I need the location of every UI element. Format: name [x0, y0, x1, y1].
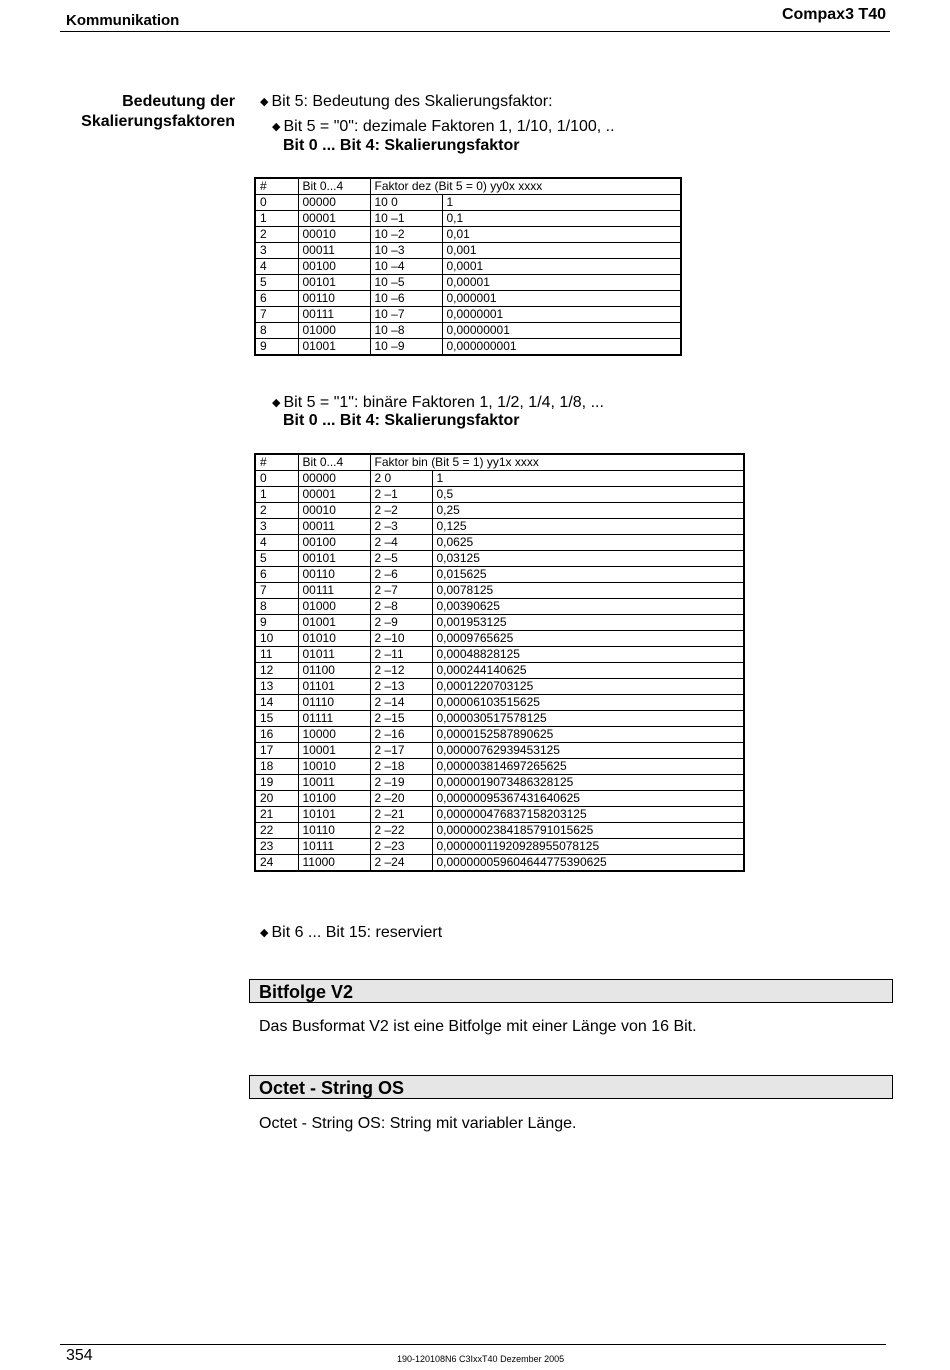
- table-row: [255, 839, 744, 855]
- dec-subline: Bit 0 ... Bit 4: Skalierungsfaktor: [283, 137, 520, 154]
- table-cell: 23: [255, 839, 298, 855]
- table-cell: 10111: [298, 839, 370, 855]
- table-cell: 2 –6: [370, 567, 432, 583]
- diamond-bullet-icon: ◆: [272, 121, 281, 133]
- table-cell: 01100: [298, 663, 370, 679]
- table-cell: 2 –10: [370, 631, 432, 647]
- table-cell: 0,000030517578125: [432, 711, 744, 727]
- table-cell: 1: [255, 211, 298, 227]
- table-cell: 2 –4: [370, 535, 432, 551]
- table-cell: 2 –16: [370, 727, 432, 743]
- section-os-heading: Octet - String OS: [249, 1075, 893, 1099]
- table-cell: 10 0: [370, 195, 442, 211]
- table-cell: 8: [255, 599, 298, 615]
- table-cell: 10: [255, 631, 298, 647]
- table-cell: 10110: [298, 823, 370, 839]
- table-row: [255, 679, 744, 695]
- table-row: [255, 791, 744, 807]
- table-row: [255, 551, 744, 567]
- table-cell: 0,000001: [442, 291, 681, 307]
- table-cell: 2 –1: [370, 487, 432, 503]
- bullet-bit6-text: Bit 6 ... Bit 15: reserviert: [271, 924, 443, 941]
- table-cell: 19: [255, 775, 298, 791]
- table-cell: 01010: [298, 631, 370, 647]
- table-cell: 2 –12: [370, 663, 432, 679]
- table-cell: 10 –1: [370, 211, 442, 227]
- bullet-bit6: [260, 924, 442, 942]
- table-cell: 1: [255, 487, 298, 503]
- table-cell: 0,00000011920928955078125: [432, 839, 744, 855]
- table-cell: 00110: [298, 291, 370, 307]
- section-v2-text: Das Busformat V2 ist eine Bitfolge mit einer Länge von 16 Bit.: [259, 1018, 697, 1035]
- table-cell: 2: [255, 227, 298, 243]
- table-cell: 0: [255, 471, 298, 487]
- header-left: Kommunikation: [66, 12, 180, 29]
- table-cell: 00111: [298, 583, 370, 599]
- table-cell: 6: [255, 567, 298, 583]
- header-rule: [60, 31, 890, 32]
- table-cell: 2 –18: [370, 759, 432, 775]
- table-row: [255, 823, 744, 839]
- table-cell: 01111: [298, 711, 370, 727]
- table-cell: 10010: [298, 759, 370, 775]
- table-cell: 10011: [298, 775, 370, 791]
- diamond-bullet-icon: ◆: [260, 927, 269, 939]
- table-cell: 10101: [298, 807, 370, 823]
- table-cell: 8: [255, 323, 298, 339]
- table-cell: 00010: [298, 227, 370, 243]
- table-cell: 1: [432, 471, 744, 487]
- table-cell: 01001: [298, 615, 370, 631]
- footer-doc-id: 190-120108N6 C3IxxT40 Dezember 2005: [397, 1354, 565, 1364]
- table-row: [255, 243, 681, 259]
- table-cell: 00001: [298, 211, 370, 227]
- table-row: [255, 275, 681, 291]
- table-row: [255, 259, 681, 275]
- table-cell: 9: [255, 615, 298, 631]
- table-cell: 2 –14: [370, 695, 432, 711]
- section-os-text: Octet - String OS: String mit variabler Länge.: [259, 1115, 577, 1132]
- bullet-bin-text: Bit 5 = "1": binäre Faktoren 1, 1/2, 1/4, 1/8, ...: [283, 394, 604, 411]
- table-cell: 1: [442, 195, 681, 211]
- table-row: [255, 567, 744, 583]
- side-label-line2: Skalierungsfaktoren: [81, 113, 235, 130]
- table-row: [255, 323, 681, 339]
- table-cell: 2 –19: [370, 775, 432, 791]
- table-cell: 00111: [298, 307, 370, 323]
- table-cell: 20: [255, 791, 298, 807]
- table-row: [255, 471, 744, 487]
- table-cell: 0,00001: [442, 275, 681, 291]
- table-row: [255, 663, 744, 679]
- table-row: [255, 615, 744, 631]
- table-cell: 00000: [298, 471, 370, 487]
- table-cell: 10 –5: [370, 275, 442, 291]
- table-cell: 9: [255, 339, 298, 356]
- table-row: [255, 487, 744, 503]
- table-cell: 0,1: [442, 211, 681, 227]
- table-cell: 15: [255, 711, 298, 727]
- table-cell: 11: [255, 647, 298, 663]
- table-cell: 2 –15: [370, 711, 432, 727]
- header-right: Compax3 T40: [781, 6, 886, 23]
- table-cell: 0,03125: [432, 551, 744, 567]
- table-cell: 17: [255, 743, 298, 759]
- table-cell: 0: [255, 195, 298, 211]
- table-header-row: [255, 178, 681, 195]
- table-header-cell: Faktor bin (Bit 5 = 1) yy1x xxxx: [370, 454, 744, 471]
- diamond-bullet-icon: ◆: [272, 397, 281, 409]
- section-v2-heading: Bitfolge V2: [249, 979, 893, 1003]
- table-cell: 10001: [298, 743, 370, 759]
- table-cell: 00101: [298, 551, 370, 567]
- table-cell: 2 –7: [370, 583, 432, 599]
- table-cell: 0,00000001: [442, 323, 681, 339]
- table-cell: 11000: [298, 855, 370, 872]
- table-cell: 13: [255, 679, 298, 695]
- table-cell: 00001: [298, 487, 370, 503]
- table-cell: 01101: [298, 679, 370, 695]
- table-header-cell: #: [255, 178, 298, 195]
- table-row: [255, 631, 744, 647]
- table-cell: 0,00006103515625: [432, 695, 744, 711]
- table-header-cell: #: [255, 454, 298, 471]
- table-row: [255, 743, 744, 759]
- table-cell: 2: [255, 503, 298, 519]
- table-cell: 21: [255, 807, 298, 823]
- table-row: [255, 535, 744, 551]
- table-cell: 0,000000001: [442, 339, 681, 356]
- bin-subline: Bit 0 ... Bit 4: Skalierungsfaktor: [283, 412, 520, 429]
- table-cell: 00000: [298, 195, 370, 211]
- table-cell: 2 –2: [370, 503, 432, 519]
- table-cell: 00011: [298, 519, 370, 535]
- table-row: [255, 227, 681, 243]
- table-cell: 0,00000762939453125: [432, 743, 744, 759]
- table-cell: 12: [255, 663, 298, 679]
- table-row: [255, 195, 681, 211]
- decimal-factor-table: [254, 177, 682, 356]
- table-cell: 22: [255, 823, 298, 839]
- bullet-bin: [272, 394, 604, 412]
- table-cell: 10 –4: [370, 259, 442, 275]
- table-cell: 4: [255, 535, 298, 551]
- table-row: [255, 519, 744, 535]
- table-cell: 10 –3: [370, 243, 442, 259]
- table-cell: 10 –8: [370, 323, 442, 339]
- table-row: [255, 807, 744, 823]
- diamond-bullet-icon: ◆: [260, 96, 269, 108]
- table-cell: 2 –22: [370, 823, 432, 839]
- table-cell: 10000: [298, 727, 370, 743]
- table-cell: 0,0078125: [432, 583, 744, 599]
- table-row: [255, 599, 744, 615]
- table-row: [255, 727, 744, 743]
- bullet-bit5-text: Bit 5: Bedeutung des Skalierungsfaktor:: [271, 93, 553, 110]
- table-row: [255, 503, 744, 519]
- table-cell: 2 –20: [370, 791, 432, 807]
- table-cell: 2 –11: [370, 647, 432, 663]
- binary-factor-table: [254, 453, 745, 872]
- table-cell: 0,000003814697265625: [432, 759, 744, 775]
- footer-rule: [60, 1344, 886, 1345]
- table-cell: 0,0625: [432, 535, 744, 551]
- table-cell: 2 –24: [370, 855, 432, 872]
- table-cell: 7: [255, 583, 298, 599]
- table-cell: 0,5: [432, 487, 744, 503]
- table-row: [255, 759, 744, 775]
- table-cell: 0,125: [432, 519, 744, 535]
- table-cell: 0,0001: [442, 259, 681, 275]
- table-row: [255, 211, 681, 227]
- table-row: [255, 855, 744, 872]
- table-cell: 00010: [298, 503, 370, 519]
- table-row: [255, 711, 744, 727]
- table-cell: 10 –9: [370, 339, 442, 356]
- bullet-dec: [272, 118, 615, 136]
- table-cell: 2 –17: [370, 743, 432, 759]
- table-header-cell: Faktor dez (Bit 5 = 0) yy0x xxxx: [370, 178, 681, 195]
- table-row: [255, 775, 744, 791]
- table-header-row: [255, 454, 744, 471]
- table-cell: 10 –2: [370, 227, 442, 243]
- table-cell: 5: [255, 275, 298, 291]
- table-cell: 0,0001220703125: [432, 679, 744, 695]
- table-cell: 01000: [298, 599, 370, 615]
- side-label-line1: Bedeutung der: [122, 93, 235, 110]
- table-cell: 00100: [298, 535, 370, 551]
- table-row: [255, 307, 681, 323]
- side-label: [40, 92, 235, 132]
- table-cell: 10 –7: [370, 307, 442, 323]
- table-cell: 0,001: [442, 243, 681, 259]
- table-header-cell: Bit 0...4: [298, 178, 370, 195]
- table-cell: 0,00390625: [432, 599, 744, 615]
- table-cell: 3: [255, 243, 298, 259]
- table-cell: 01001: [298, 339, 370, 356]
- table-cell: 0,0000002384185791015625: [432, 823, 744, 839]
- table-cell: 0,0000001: [442, 307, 681, 323]
- table-row: [255, 583, 744, 599]
- table-cell: 0,00048828125: [432, 647, 744, 663]
- table-cell: 0,00000095367431640625: [432, 791, 744, 807]
- table-cell: 14: [255, 695, 298, 711]
- table-row: [255, 695, 744, 711]
- table-cell: 2 –8: [370, 599, 432, 615]
- table-cell: 2 –23: [370, 839, 432, 855]
- table-row: [255, 339, 681, 356]
- table-cell: 00110: [298, 567, 370, 583]
- table-header-cell: Bit 0...4: [298, 454, 370, 471]
- table-cell: 0,001953125: [432, 615, 744, 631]
- table-cell: 01011: [298, 647, 370, 663]
- bullet-dec-text: Bit 5 = "0": dezimale Faktoren 1, 1/10, 1/100, ..: [283, 118, 615, 135]
- table-cell: 2 –21: [370, 807, 432, 823]
- table-cell: 2 –9: [370, 615, 432, 631]
- table-cell: 0,000244140625: [432, 663, 744, 679]
- table-cell: 00101: [298, 275, 370, 291]
- bullet-bit5: [260, 93, 553, 111]
- table-cell: 01110: [298, 695, 370, 711]
- table-cell: 16: [255, 727, 298, 743]
- table-cell: 2 –5: [370, 551, 432, 567]
- table-cell: 10100: [298, 791, 370, 807]
- table-cell: 2 –3: [370, 519, 432, 535]
- table-cell: 00100: [298, 259, 370, 275]
- table-cell: 01000: [298, 323, 370, 339]
- table-cell: 2 –13: [370, 679, 432, 695]
- table-cell: 10 –6: [370, 291, 442, 307]
- table-cell: 6: [255, 291, 298, 307]
- table-cell: 0,000000059604644775390625: [432, 855, 744, 872]
- table-cell: 0,000000476837158203125: [432, 807, 744, 823]
- table-cell: 0,01: [442, 227, 681, 243]
- table-cell: 3: [255, 519, 298, 535]
- table-cell: 0,015625: [432, 567, 744, 583]
- table-cell: 00011: [298, 243, 370, 259]
- table-cell: 7: [255, 307, 298, 323]
- table-row: [255, 291, 681, 307]
- footer-page-number: 354: [66, 1347, 93, 1364]
- table-cell: 5: [255, 551, 298, 567]
- table-cell: 2 0: [370, 471, 432, 487]
- table-cell: 24: [255, 855, 298, 872]
- table-cell: 0,25: [432, 503, 744, 519]
- table-row: [255, 647, 744, 663]
- table-cell: 0,0000152587890625: [432, 727, 744, 743]
- table-cell: 4: [255, 259, 298, 275]
- table-cell: 0,0009765625: [432, 631, 744, 647]
- table-cell: 18: [255, 759, 298, 775]
- table-cell: 0,0000019073486328125: [432, 775, 744, 791]
